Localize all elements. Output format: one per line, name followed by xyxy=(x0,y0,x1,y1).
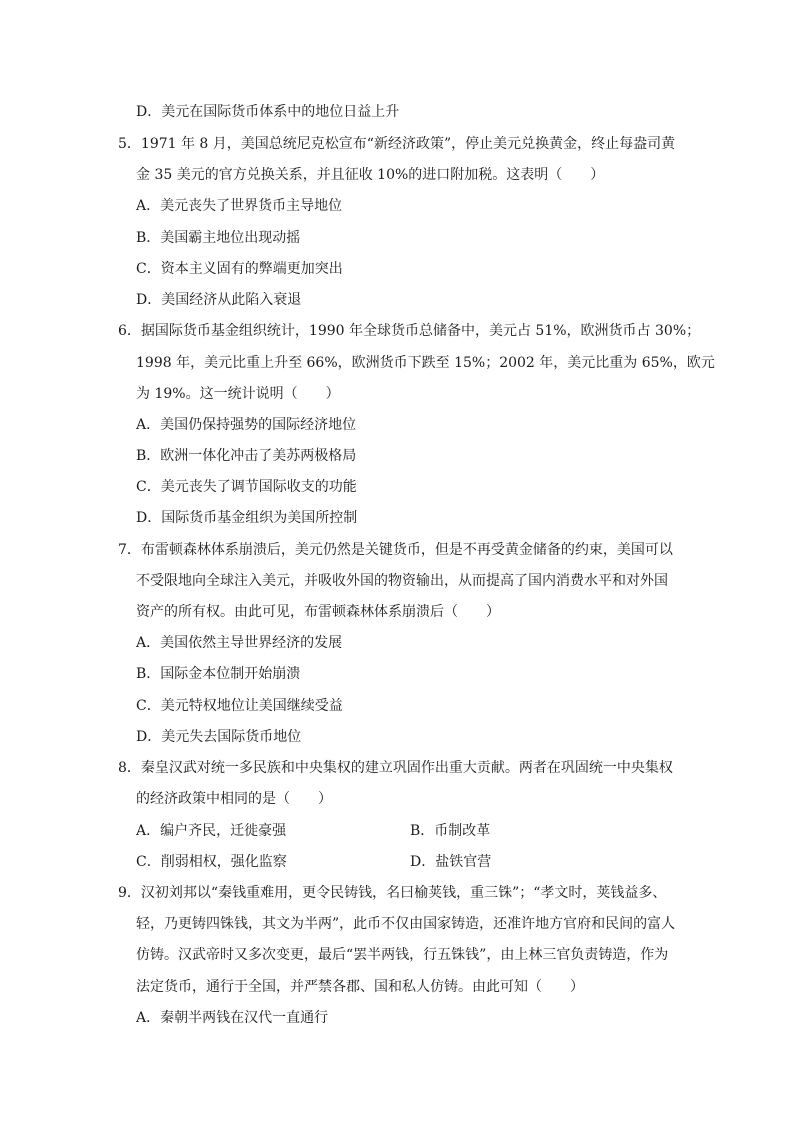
q7-option-b[interactable]: B．国际金本位制开始崩溃 xyxy=(136,666,301,682)
q6-option-c[interactable]: C．美元丧失了调节国际收支的功能 xyxy=(136,479,357,495)
q7-option-c[interactable]: C．美元特权地位让美国继续受益 xyxy=(136,698,343,714)
q8-stem-line-2: 的经济政策中相同的是（ ） xyxy=(136,791,332,807)
q6-stem-line-1: 6．据国际货币基金组织统计，1990 年全球货币总储备中，美元占 51%，欧洲货币占 30%； xyxy=(118,323,701,339)
q7-stem-line-2: 不受限地向全球注入美元，并吸收外国的物资输出，从而提高了国内消费水平和对外国 xyxy=(136,573,668,589)
q5-option-d[interactable]: D．美国经济从此陷入衰退 xyxy=(136,292,302,308)
q9-stem-line-1: 9．汉初刘邦以“秦钱重难用，更令民铸钱，名曰榆荚钱，重三铢”；“孝文时，荚钱益多、 xyxy=(118,885,667,901)
q9-stem-line-3: 仿铸。汉武帝时又多次变更，最后“罢半两钱，行五铢钱”，由上林三官负责铸造，作为 xyxy=(136,947,669,963)
q6-option-b[interactable]: B．欧洲一体化冲击了美苏两极格局 xyxy=(136,448,357,464)
q7-option-d[interactable]: D．美元失去国际货币地位 xyxy=(136,729,302,745)
q7-option-a[interactable]: A．美国依然主导世界经济的发展 xyxy=(136,635,343,651)
q9-stem-line-4: 法定货币，通行于全国，并严禁各郡、国和私人仿铸。由此可知（ ） xyxy=(136,979,584,995)
q6-stem-line-3: 为 19%。这一统计说明（ ） xyxy=(136,386,340,402)
q9-option-a[interactable]: A．秦朝半两钱在汉代一直通行 xyxy=(136,1010,329,1026)
q8-option-d[interactable]: D．盐铁官营 xyxy=(410,854,492,870)
q8-stem-line-1: 8．秦皇汉武对统一多民族和中央集权的建立巩固作出重大贡献。两者在巩固统一中央集权 xyxy=(118,760,673,776)
q5-option-b[interactable]: B．美国霸主地位出现动摇 xyxy=(136,230,301,246)
q6-option-a[interactable]: A．美国仍保持强势的国际经济地位 xyxy=(136,417,357,433)
q5-option-a[interactable]: A．美元丧失了世界货币主导地位 xyxy=(136,198,343,214)
q6-option-d[interactable]: D．国际货币基金组织为美国所控制 xyxy=(136,510,358,526)
q5-stem-line-2: 金 35 美元的官方兑换关系，并且征收 10%的进口附加税。这表明（ ） xyxy=(136,167,605,183)
q8-option-b[interactable]: B．币制改革 xyxy=(410,823,491,839)
q6-stem-line-2: 1998 年，美元比重上升至 66%，欧洲货币下跌至 15%；2002 年，美元比重为 65%，欧元 xyxy=(136,355,715,371)
q7-stem-line-1: 7．布雷顿森林体系崩溃后，美元仍然是关键货币，但是不再受黄金储备的约束，美国可以 xyxy=(118,542,673,558)
q9-stem-line-2: 轻，乃更铸四铢钱，其文为半两”，此币不仅由国家铸造，还准许地方官府和民间的富人 xyxy=(136,916,676,932)
q5-option-c[interactable]: C．资本主义固有的弊端更加突出 xyxy=(136,261,343,277)
q8-option-a[interactable]: A．编户齐民，迁徙豪强 xyxy=(136,823,287,839)
q8-option-c[interactable]: C．削弱相权，强化监察 xyxy=(136,854,287,870)
q4-option-d[interactable]: D．美元在国际货币体系中的地位日益上升 xyxy=(136,104,400,120)
q5-stem-line-1: 5．1971 年 8 月，美国总统尼克松宣布“新经济政策”，停止美元兑换黄金，终止每盎司黄 xyxy=(118,136,676,152)
q7-stem-line-3: 资产的所有权。由此可见，布雷顿森林体系崩溃后（ ） xyxy=(136,604,500,620)
